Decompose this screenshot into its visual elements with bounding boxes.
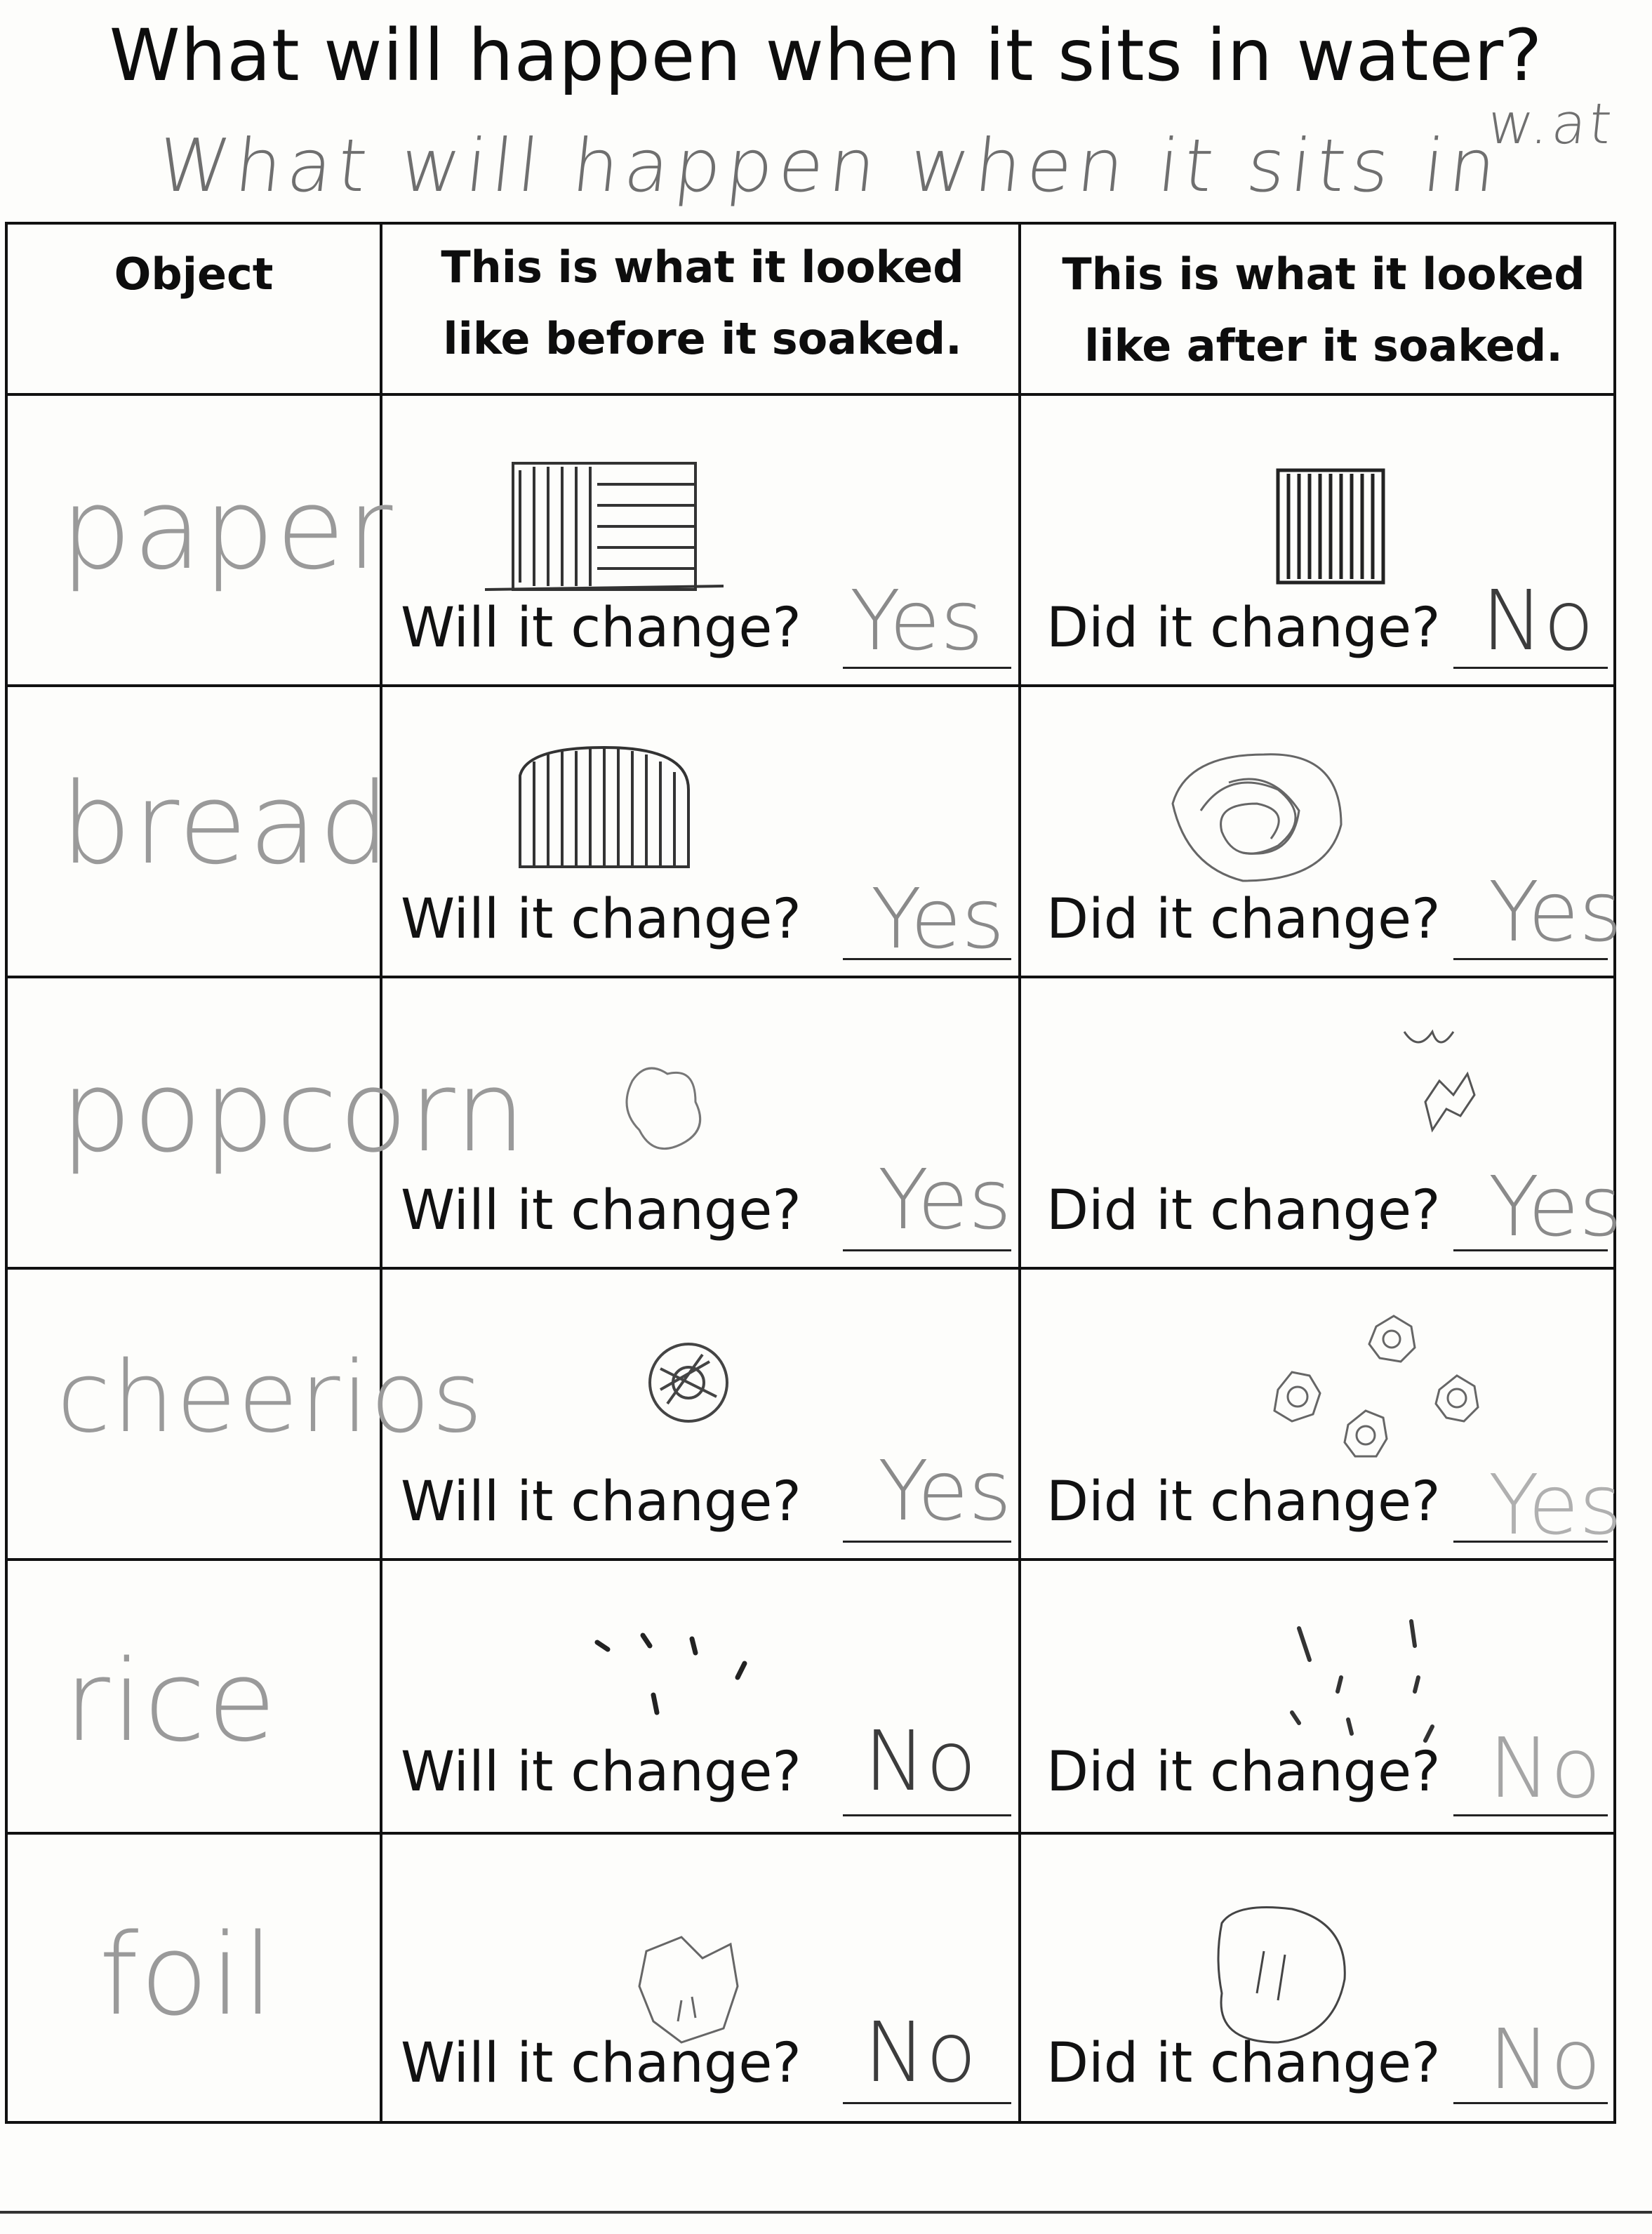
- object-label: foil: [99, 1909, 276, 2040]
- result-answer: No: [1488, 1720, 1601, 1816]
- sketch-rice-after: [1271, 1614, 1481, 1755]
- prompt-did-it-change: Did it change?: [1046, 2032, 1441, 2095]
- result-answer: Yes: [1488, 1456, 1623, 1553]
- prompt-did-it-change: Did it change?: [1046, 888, 1441, 951]
- header-before: This is what it looked like before it soaked.: [441, 241, 964, 364]
- prompt-will-it-change: Will it change?: [401, 1470, 801, 1534]
- row-divider: [8, 976, 1613, 978]
- object-label: paper: [60, 463, 394, 594]
- prediction-answer: No: [864, 1713, 977, 1809]
- prompt-will-it-change: Will it change?: [401, 888, 801, 951]
- answer-line: [843, 1814, 1011, 1816]
- sketch-cheerios-before: [639, 1334, 738, 1432]
- sketch-paper-before: [485, 442, 738, 604]
- result-answer: No: [1481, 572, 1594, 669]
- sketch-rice-before: [569, 1621, 794, 1734]
- answer-line: [843, 1541, 1011, 1543]
- row-divider: [8, 1558, 1613, 1561]
- prompt-will-it-change: Will it change?: [401, 2032, 801, 2095]
- handwritten-title-copy: What will happen when it sits in: [153, 123, 1506, 208]
- column-divider: [1018, 225, 1021, 2121]
- prompt-did-it-change: Did it change?: [1046, 1741, 1441, 1804]
- result-answer: Yes: [1488, 863, 1623, 960]
- prediction-answer: Yes: [878, 1151, 1012, 1248]
- object-label: popcorn: [60, 1046, 528, 1177]
- prompt-will-it-change: Will it change?: [401, 597, 801, 660]
- handwritten-title-copy-extra: w.at: [1484, 91, 1618, 157]
- prediction-answer: Yes: [871, 870, 1005, 967]
- row-divider: [8, 684, 1613, 687]
- sketch-popcorn-before: [611, 1053, 724, 1165]
- sketch-paper-after: [1257, 456, 1411, 597]
- prediction-answer: Yes: [878, 1442, 1012, 1539]
- row-divider: [8, 1832, 1613, 1835]
- object-label: cheerios: [57, 1341, 485, 1455]
- header-after: This is what it looked like after it soaked.: [1062, 248, 1585, 371]
- row-divider: [8, 1267, 1613, 1270]
- sketch-bread-after: [1159, 740, 1383, 895]
- header-object: Object: [114, 248, 274, 300]
- prompt-will-it-change: Will it change?: [401, 1741, 801, 1804]
- answer-line: [843, 1249, 1011, 1251]
- page-title: What will happen when it sits in water?: [109, 14, 1543, 98]
- page-bottom-edge: [0, 2211, 1652, 2214]
- worksheet-table: [5, 222, 1623, 2124]
- result-answer: Yes: [1488, 1158, 1623, 1255]
- prompt-did-it-change: Did it change?: [1046, 1470, 1441, 1534]
- prediction-answer: No: [864, 2004, 977, 2101]
- prediction-answer: Yes: [850, 572, 984, 669]
- object-label: bread: [60, 758, 392, 889]
- sketch-bread-before: [499, 733, 710, 874]
- answer-line: [843, 2102, 1011, 2104]
- row-divider: [8, 393, 1613, 396]
- prompt-did-it-change: Did it change?: [1046, 1179, 1441, 1242]
- sketch-popcorn-after: [1383, 1018, 1524, 1172]
- result-answer: No: [1488, 2011, 1601, 2108]
- object-label: rice: [64, 1635, 278, 1767]
- prompt-will-it-change: Will it change?: [401, 1179, 801, 1242]
- prompt-did-it-change: Did it change?: [1046, 597, 1441, 660]
